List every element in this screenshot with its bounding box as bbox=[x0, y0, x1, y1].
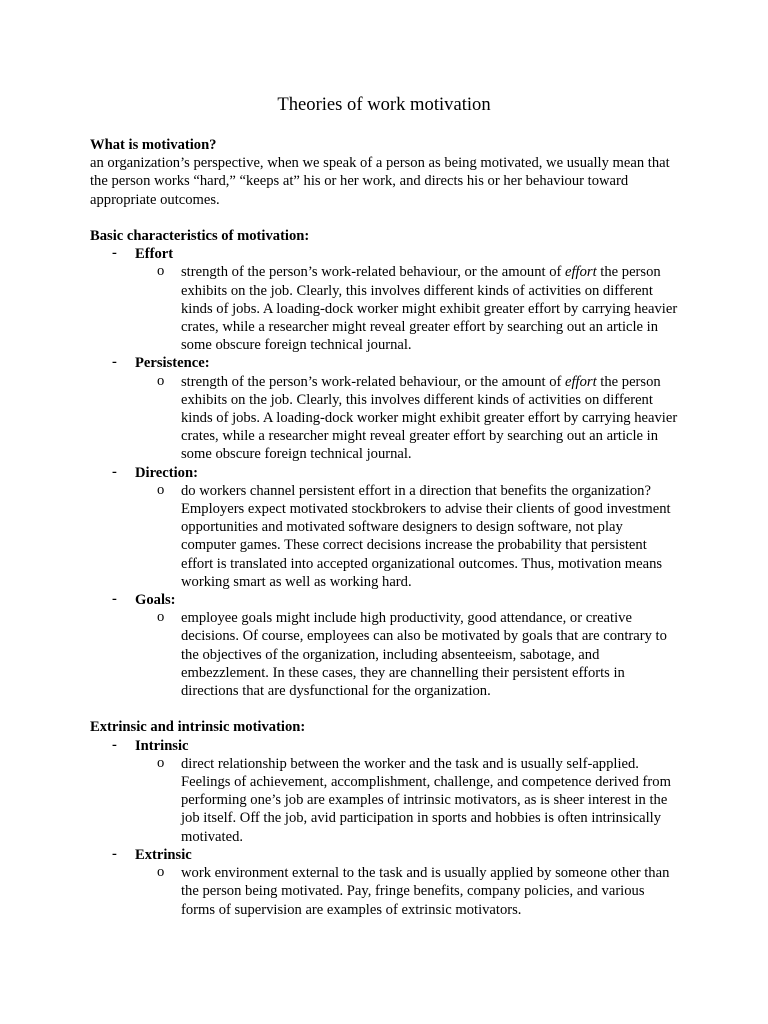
list-item-label: Extrinsic bbox=[135, 846, 192, 863]
dash-bullet: - bbox=[112, 845, 117, 862]
sub-item-text: strength of the person’s work-related behaviour, or the amount of effort the person exhibits on the job. Clearly, this involves different kinds of activities on different kinds of jobs. A loading-dock worker might exhibit greater effort by carrying heavier crates, while a researcher might reveal greater effort by searching out an article in some obscure foreign technical journal. bbox=[181, 264, 678, 354]
circle-bullet-icon: o bbox=[157, 754, 165, 771]
heading-extrinsic-intrinsic: Extrinsic and intrinsic motivation: bbox=[90, 719, 306, 736]
dash-bullet: - bbox=[112, 591, 117, 608]
list-item-direction bbox=[90, 464, 690, 482]
sub-item-effort bbox=[90, 263, 690, 354]
document-title: Theories of work motivation bbox=[277, 94, 491, 115]
list-item-persistence bbox=[90, 354, 690, 372]
sub-item-intrinsic bbox=[90, 755, 690, 846]
sub-item-text: do workers channel persistent effort in a direction that benefits the organization? Employers expect motivated stockbrokers to advise their clients of good investment opportunities and motivated software designers to design software, not play computer games. These correct decisions increase the probability that persistent effort is translated into accepted organizational outcomes. Thus, motivation means working smart as well as working hard. bbox=[181, 482, 671, 590]
circle-bullet-icon: o bbox=[157, 481, 165, 498]
sub-item-goals bbox=[90, 609, 690, 700]
heading-basic-characteristics: Basic characteristics of motivation: bbox=[90, 228, 310, 244]
sub-item-persistence bbox=[90, 373, 690, 464]
list-item-intrinsic bbox=[90, 737, 690, 755]
sub-item-text: direct relationship between the worker and the task and is usually self-applied. Feelings of achievement, accomplishment, challenge, and competence derived from performing one’s job are examples of intrinsic motivators, as is sheer interest in the job itself. Off the job, avid participation in sports and hobbies is often intrinsically motivated. bbox=[181, 755, 671, 845]
sub-item-text: employee goals might include high productivity, good attendance, or creative decisions. Of course, employees can also be motivated by goals that are contrary to the objectives of the organization, including absenteeism, sabotage, and embezzlement. In these cases, they are channelling their persistent efforts in directions that are dysfunctional for the organization. bbox=[181, 610, 667, 700]
dash-bullet: - bbox=[112, 463, 117, 480]
sub-item-extrinsic bbox=[90, 864, 690, 919]
list-item-effort bbox=[90, 245, 690, 263]
sub-item-text: work environment external to the task and is usually applied by someone other than the person being motivated. Pay, fringe benefits, company policies, and various forms of supervision are examples of extrinsic motivators. bbox=[181, 865, 670, 918]
dash-bullet: - bbox=[112, 736, 117, 753]
document-body bbox=[90, 136, 690, 919]
dash-bullet: - bbox=[112, 354, 117, 371]
circle-bullet-icon: o bbox=[157, 864, 165, 881]
dash-bullet: - bbox=[112, 245, 117, 262]
heading-what-is-motivation: What is motivation? bbox=[90, 137, 217, 153]
list-item-extrinsic bbox=[90, 846, 690, 864]
circle-bullet-icon: o bbox=[157, 263, 165, 280]
list-item-label: Intrinsic bbox=[135, 737, 189, 754]
list-item-goals bbox=[90, 591, 690, 609]
paragraph-motivation-definition: an organization’s perspective, when we speak of a person as being motivated, we usually mean that the person works “hard,” “keeps at” his or her work, and directs his or her behaviour toward appropriate outcomes. bbox=[90, 155, 670, 208]
sub-item-direction bbox=[90, 482, 690, 591]
list-item-label: Persistence: bbox=[135, 355, 210, 372]
list-item-label: Direction: bbox=[135, 464, 198, 481]
list-item-label: Effort bbox=[135, 246, 174, 263]
list-item-label: Goals: bbox=[135, 592, 176, 609]
circle-bullet-icon: o bbox=[157, 372, 165, 389]
circle-bullet-icon: o bbox=[157, 609, 165, 626]
sub-item-text: strength of the person’s work-related behaviour, or the amount of effort the person exhibits on the job. Clearly, this involves different kinds of activities on different kinds of jobs. A loading-dock worker might exhibit greater effort by carrying heavier crates, while a researcher might reveal greater effort by searching out an article in some obscure foreign technical journal. bbox=[181, 373, 678, 463]
